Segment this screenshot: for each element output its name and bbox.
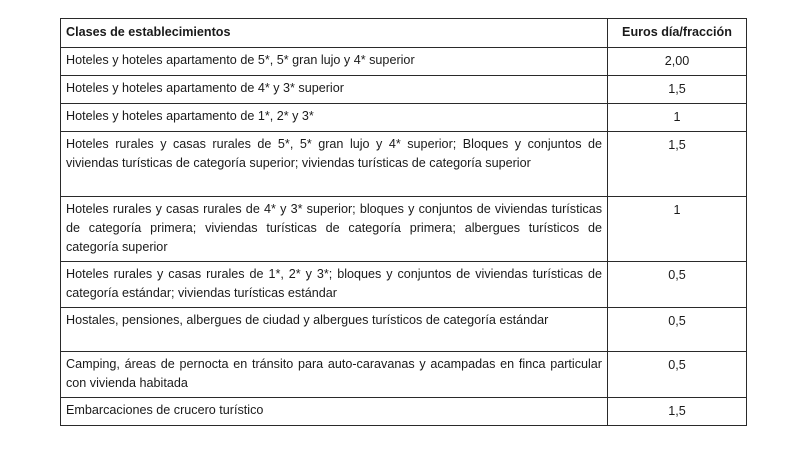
rate-cell: 1,5 xyxy=(608,132,747,197)
rate-cell: 1,5 xyxy=(608,398,747,426)
table-row xyxy=(61,262,747,308)
table-row xyxy=(61,76,747,104)
establishment-class-cell: Hoteles y hoteles apartamento de 4* y 3* superior xyxy=(61,76,608,104)
establishment-class-cell: Hoteles rurales y casas rurales de 1*, 2* y 3*; bloques y conjuntos de viviendas turísticas de categoría estándar; viviendas turísticas estándar xyxy=(61,262,608,308)
establishment-class-cell: Camping, áreas de pernocta en tránsito para auto-caravanas y acampadas en finca particular con vivienda habitada xyxy=(61,352,608,398)
establishment-class-cell: Hoteles y hoteles apartamento de 5*, 5* gran lujo y 4* superior xyxy=(61,48,608,76)
rate-cell: 1 xyxy=(608,197,747,262)
rate-cell: 0,5 xyxy=(608,262,747,308)
column-header-establishment-class: Clases de establecimientos xyxy=(61,19,608,48)
rate-cell: 1,5 xyxy=(608,76,747,104)
table-row xyxy=(61,352,747,398)
rate-cell: 1 xyxy=(608,104,747,132)
establishment-class-cell: Hoteles rurales y casas rurales de 5*, 5* gran lujo y 4* superior; Bloques y conjuntos de viviendas turísticas de categoría superior; viviendas turísticas de categoría superior xyxy=(61,132,608,197)
table-row xyxy=(61,132,747,197)
establishment-class-cell: Embarcaciones de crucero turístico xyxy=(61,398,608,426)
table-row xyxy=(61,398,747,426)
column-header-euros-per-day: Euros día/fracción xyxy=(608,19,747,48)
tourist-tax-table xyxy=(60,18,747,426)
table-row xyxy=(61,197,747,262)
establishment-class-cell: Hostales, pensiones, albergues de ciudad y albergues turísticos de categoría estándar xyxy=(61,308,608,352)
rate-cell: 2,00 xyxy=(608,48,747,76)
rate-cell: 0,5 xyxy=(608,308,747,352)
table-row xyxy=(61,48,747,76)
table-row xyxy=(61,308,747,352)
establishment-class-cell: Hoteles y hoteles apartamento de 1*, 2* y 3* xyxy=(61,104,608,132)
table-row xyxy=(61,104,747,132)
establishment-class-cell: Hoteles rurales y casas rurales de 4* y 3* superior; bloques y conjuntos de viviendas turísticas de categoría primera; viviendas turísticas de categoría primera; albergues turísticos de categoría superior xyxy=(61,197,608,262)
rate-cell: 0,5 xyxy=(608,352,747,398)
table-header-row xyxy=(61,19,747,48)
